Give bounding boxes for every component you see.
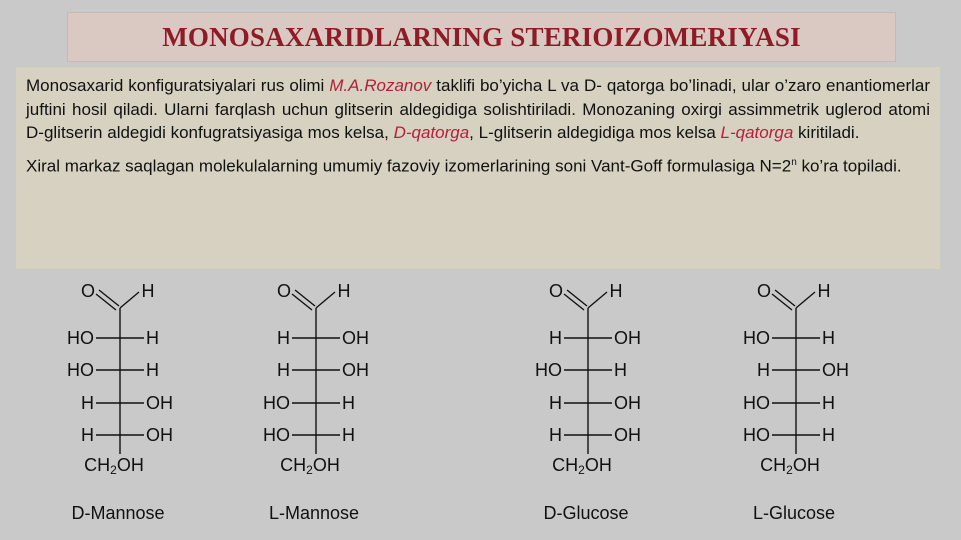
paragraph-vant-goff bbox=[26, 151, 930, 178]
hydroxymethyl-label: $CH_2OH$ bbox=[760, 454, 820, 478]
paragraph1-part1: Monosaxarid konfiguratsiyalari rus olimi bbox=[26, 76, 330, 95]
paragraph2-part1: Xiral markaz saqlagan molekulalarning umumiy fazoviy izomerlarining soni Vant-Goff formulasiga N=2 bbox=[26, 156, 792, 176]
structure-name-label: D-Glucose bbox=[543, 502, 629, 523]
substituent-left-label: H bbox=[277, 327, 290, 348]
substituent-left-label: H bbox=[549, 327, 562, 348]
paragraph1-part2: taklifi bo’yicha L va D- qatorga bo’linadi, ular o’zaro enantiomerlar juftini hosil qiladi. Ularni farqlash uchun glitserin aldegidiga solishtiriladi. Monozaning oxirgi assimmetrik uglerod atomi D-glitserin aldegidi konfugratsiyasiga mos kelsa, bbox=[26, 76, 931, 142]
substituent-left-label: HO bbox=[535, 359, 562, 380]
substituent-right-label: OH bbox=[146, 392, 173, 413]
structure-name-label: L-Glucose bbox=[752, 502, 836, 523]
substituent-left-label: HO bbox=[263, 424, 290, 445]
l-series-term: L-qatorga bbox=[720, 123, 794, 142]
text-box bbox=[16, 67, 940, 269]
scientist-name: M.A.Rozanov bbox=[329, 76, 432, 95]
substituent-right-label: H bbox=[342, 392, 355, 413]
substituent-left-label: H bbox=[549, 424, 562, 445]
aldehyde-oxygen-label: O bbox=[548, 280, 564, 301]
substituent-right-label: H bbox=[146, 327, 159, 348]
substituent-left-label: H bbox=[757, 359, 770, 380]
aldehyde-h-bond bbox=[316, 292, 335, 308]
substituent-right-label: OH bbox=[614, 392, 641, 413]
aldehyde-oxygen-label: O bbox=[276, 280, 292, 301]
paragraph1-part4: kiritiladi. bbox=[793, 123, 860, 142]
aldehyde-hydrogen-label: H bbox=[817, 280, 831, 301]
aldehyde-hydrogen-label: H bbox=[141, 280, 155, 301]
substituent-right-label: OH bbox=[822, 359, 849, 380]
substituent-left-label: HO bbox=[743, 392, 770, 413]
substituent-right-label: H bbox=[822, 392, 835, 413]
hydroxymethyl-label: $CH_2OH$ bbox=[552, 454, 612, 478]
substituent-right-label: OH bbox=[342, 327, 369, 348]
substituent-left-label: H bbox=[81, 424, 94, 445]
fischer-projections-figure bbox=[0, 270, 961, 540]
substituent-right-label: H bbox=[342, 424, 355, 445]
substituent-right-label: OH bbox=[342, 359, 369, 380]
aldehyde-oxygen-label: O bbox=[756, 280, 772, 301]
paragraph1-part3: , L-glitserin aldegidiga mos kelsa bbox=[469, 123, 721, 142]
structure-name-label: D-Mannose bbox=[71, 502, 165, 523]
substituent-right-label: H bbox=[614, 359, 627, 380]
hydroxymethyl-label: $CH_2OH$ bbox=[84, 454, 144, 478]
aldehyde-hydrogen-label: H bbox=[609, 280, 623, 301]
substituent-right-label: H bbox=[822, 327, 835, 348]
substituent-left-label: HO bbox=[743, 327, 770, 348]
formula-exponent: n bbox=[791, 156, 797, 168]
substituent-right-label: OH bbox=[614, 424, 641, 445]
aldehyde-h-bond bbox=[120, 292, 139, 308]
substituent-right-label: OH bbox=[614, 327, 641, 348]
substituent-left-label: H bbox=[277, 359, 290, 380]
substituent-right-label: H bbox=[146, 359, 159, 380]
paragraph-configuration bbox=[26, 74, 930, 145]
substituent-left-label: H bbox=[549, 392, 562, 413]
d-series-term: D-qatorga bbox=[393, 123, 470, 142]
aldehyde-h-bond bbox=[588, 292, 607, 308]
aldehyde-h-bond bbox=[796, 292, 815, 308]
title-bar bbox=[67, 12, 896, 62]
structure-name-label: L-Mannose bbox=[268, 502, 360, 523]
paragraph2-part2: ko’ra topiladi. bbox=[796, 156, 902, 176]
substituent-left-label: H bbox=[81, 392, 94, 413]
aldehyde-hydrogen-label: H bbox=[337, 280, 351, 301]
substituent-left-label: HO bbox=[743, 424, 770, 445]
substituent-left-label: HO bbox=[263, 392, 290, 413]
substituent-left-label: HO bbox=[67, 359, 94, 380]
substituent-left-label: HO bbox=[67, 327, 94, 348]
aldehyde-oxygen-label: O bbox=[80, 280, 96, 301]
substituent-right-label: OH bbox=[146, 424, 173, 445]
substituent-right-label: H bbox=[822, 424, 835, 445]
slide-title: MONOSAXARIDLARNING STERIOIZOMERIYASI bbox=[162, 21, 801, 52]
fischer-projections-svg bbox=[0, 270, 961, 540]
hydroxymethyl-label: $CH_2OH$ bbox=[280, 454, 340, 478]
